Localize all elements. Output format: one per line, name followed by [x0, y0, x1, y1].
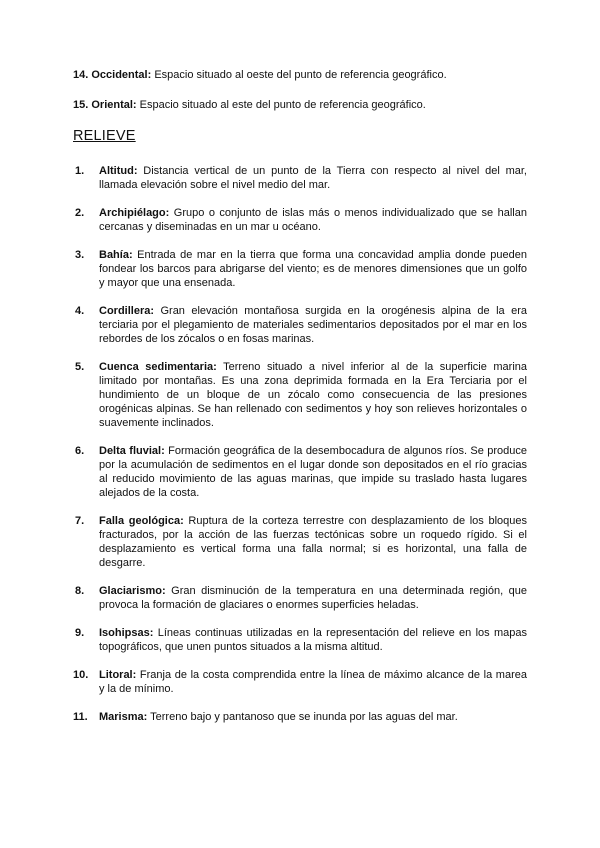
item-number: 5.	[75, 361, 85, 373]
item-term: Delta fluvial:	[99, 445, 165, 457]
item-body	[99, 164, 527, 192]
item-definition: Formación geográfica de la desembocadura de algunos ríos. Se produce por la acumulación de sedimentos en el lugar donde son depositados en el río gracias al reducido movimiento de las aguas marinas, que impide su traslado hasta lugares alejados de la costa.	[99, 445, 528, 499]
item-number: 3.	[75, 249, 85, 261]
glossary-item-archipielago	[73, 206, 527, 234]
item-number: 8.	[75, 585, 85, 597]
glossary-item-bahia	[73, 248, 527, 290]
glossary-item-altitud	[73, 164, 527, 192]
glossary-item-glaciarismo	[73, 584, 527, 612]
item-body	[99, 710, 527, 724]
item-body	[99, 444, 527, 500]
item-definition: Ruptura de la corteza terrestre con desplazamiento de los bloques fracturados, por la acción de las fuerzas tectónicas sobre un roquedo rígido. Si el desplazamiento es vertical forma una falla normal; si es horizontal, una falla de desgarre.	[99, 515, 527, 569]
glossary-item-occidental	[73, 68, 527, 82]
item-definition: Gran disminución de la temperatura en una determinada región, que provoca la formación de glaciares o enormes superficies heladas.	[99, 585, 527, 611]
glossary-item-oriental	[73, 98, 527, 112]
item-number: 10.	[73, 669, 89, 681]
glossary-item-litoral	[73, 668, 527, 696]
item-definition: Terreno situado a nivel inferior al de la superficie marina limitado por montañas. Es una zona deprimida formada en la Era Terciaria por el hundimiento de un bloque de un zócalo como consecuencia de las presiones orogénicas alpinas. Se han rellenado con sedimentos y hoy son relieves horizontales o suavemente inclinados.	[99, 361, 528, 429]
item-number: 14.	[73, 69, 89, 81]
item-term: Glaciarismo:	[99, 585, 166, 597]
glossary-item-cordillera	[73, 304, 527, 346]
item-term: Bahía:	[99, 249, 133, 261]
glossary-item-isohipsas	[73, 626, 527, 654]
item-number: 15.	[73, 99, 89, 111]
item-body	[99, 360, 527, 430]
item-definition: Distancia vertical de un punto de la Tierra con respecto al nivel del mar, llamada elevación sobre el nivel medio del mar.	[99, 165, 527, 191]
glossary-item-falla-geologica	[73, 514, 527, 570]
item-definition: Franja de la costa comprendida entre la línea de máximo alcance de la marea y la de mínimo.	[99, 669, 527, 695]
item-number: 9.	[75, 627, 85, 639]
item-term: Oriental:	[91, 99, 137, 111]
glossary-item-delta-fluvial	[73, 444, 527, 500]
item-definition: Grupo o conjunto de islas más o menos individualizado que se hallan cercanas y diseminadas en un mar u océano.	[99, 207, 527, 233]
item-number: 6.	[75, 445, 85, 457]
item-body	[99, 626, 527, 654]
item-term: Isohipsas:	[99, 627, 154, 639]
section-heading-relieve: RELIEVE	[73, 128, 136, 144]
item-body	[99, 206, 527, 234]
item-body	[99, 304, 527, 346]
item-definition: Gran elevación montañosa surgida en la orogénesis alpina de la era terciaria por el plegamiento de materiales sedimentarios depositados por el mar en los rebordes de los zócalos o en fosas marinas.	[99, 305, 527, 345]
glossary-item-cuenca-sedimentaria	[73, 360, 527, 430]
item-body	[99, 248, 527, 290]
item-term: Cuenca sedimentaria:	[99, 361, 217, 373]
item-term: Marisma:	[99, 711, 148, 723]
item-definition: Terreno bajo y pantanoso que se inunda por las aguas del mar.	[150, 711, 458, 723]
item-term: Cordillera:	[99, 305, 155, 317]
glossary-item-marisma	[73, 710, 527, 724]
relieve-glossary-list	[73, 164, 527, 724]
item-number: 7.	[75, 515, 85, 527]
item-definition: Espacio situado al este del punto de referencia geográfico.	[139, 99, 426, 111]
item-number: 4.	[75, 305, 85, 317]
item-term: Archipiélago:	[99, 207, 170, 219]
item-term: Occidental:	[91, 69, 152, 81]
item-number: 1.	[75, 165, 85, 177]
item-definition: Líneas continuas utilizadas en la representación del relieve en los mapas topográficos, que unen puntos situados a la misma altitud.	[99, 627, 528, 653]
item-body	[99, 584, 527, 612]
item-term: Altitud:	[99, 165, 138, 177]
item-body	[99, 668, 527, 696]
item-definition: Espacio situado al oeste del punto de referencia geográfico.	[154, 69, 447, 81]
item-term: Falla geológica:	[99, 515, 184, 527]
item-term: Litoral:	[99, 669, 137, 681]
item-body	[99, 514, 527, 570]
item-number: 2.	[75, 207, 85, 219]
item-definition: Entrada de mar en la tierra que forma una concavidad amplia donde pueden fondear los barcos para abrigarse del viento; es de menores dimensiones que un golfo y mayor que una ensenada.	[99, 249, 527, 289]
item-number: 11.	[73, 711, 88, 723]
